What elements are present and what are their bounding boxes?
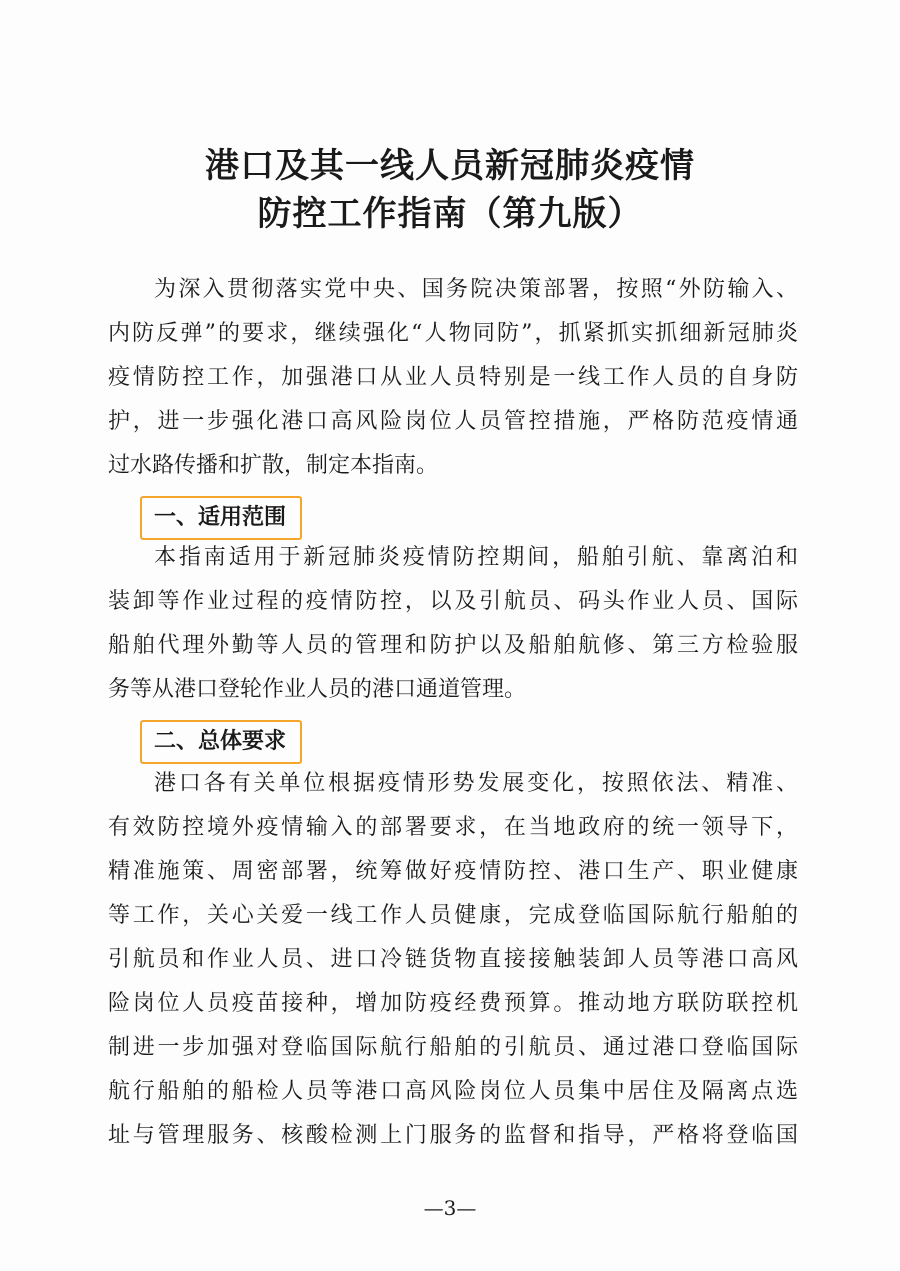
text-line: 制进一步加强对登临国际航行船舶的引航员、通过港口登临国际: [108, 1035, 798, 1060]
text-line: 精准施策、周密部署，统筹做好疫情防控、港口生产、职业健康: [108, 859, 798, 884]
general-requirements-paragraph: [108, 762, 798, 1158]
text-line: 护，进一步强化港口高风险岗位人员管控措施，严格防范疫情通: [108, 409, 798, 434]
text-line: 务等从港口登轮作业人员的港口通道管理。: [108, 677, 527, 702]
text-line: 引航员和作业人员、进口冷链货物直接接触装卸人员等港口高风: [108, 947, 798, 972]
text-line: 险岗位人员疫苗接种，增加防疫经费预算。推动地方联防联控机: [108, 991, 798, 1016]
page-number: —3—: [423, 1196, 477, 1220]
text-line: 址与管理服务、核酸检测上门服务的监督和指导，严格将登临国: [108, 1123, 798, 1148]
text-line: 疫情防控工作，加强港口从业人员特别是一线工作人员的自身防: [108, 365, 798, 390]
document-title-line-1: 港口及其一线人员新冠肺炎疫情: [205, 146, 695, 186]
text-line: 船舶代理外勤等人员的管理和防护以及船舶航修、第三方检验服: [108, 633, 798, 658]
document-title-line-2: 防控工作指南（第九版）: [257, 194, 643, 234]
scope-paragraph: [108, 536, 798, 712]
text-line: 装卸等作业过程的疫情防控，以及引航员、码头作业人员、国际: [108, 589, 798, 614]
text-line: 为深入贯彻落实党中央、国务院决策部署，按照“外防输入、: [154, 277, 798, 302]
text-line: 港口各有关单位根据疫情形势发展变化，按照依法、精准、: [154, 771, 798, 796]
intro-paragraph: [108, 268, 798, 488]
section-heading-general-requirements: 二、总体要求: [140, 720, 302, 764]
text-line: 航行船舶的船检人员等港口高风险岗位人员集中居住及隔离点选: [108, 1079, 798, 1104]
text-line: 过水路传播和扩散，制定本指南。: [108, 453, 439, 478]
text-line: 有效防控境外疫情输入的部署要求，在当地政府的统一领导下，: [108, 815, 798, 840]
text-line: 等工作，关心关爱一线工作人员健康，完成登临国际航行船舶的: [108, 903, 798, 928]
text-line: 内防反弹”的要求，继续强化“人物同防”，抓紧抓实抓细新冠肺炎: [108, 321, 798, 346]
section-heading-scope: 一、适用范围: [140, 496, 302, 540]
text-line: 本指南适用于新冠肺炎疫情防控期间，船舶引航、靠离泊和: [154, 545, 798, 570]
